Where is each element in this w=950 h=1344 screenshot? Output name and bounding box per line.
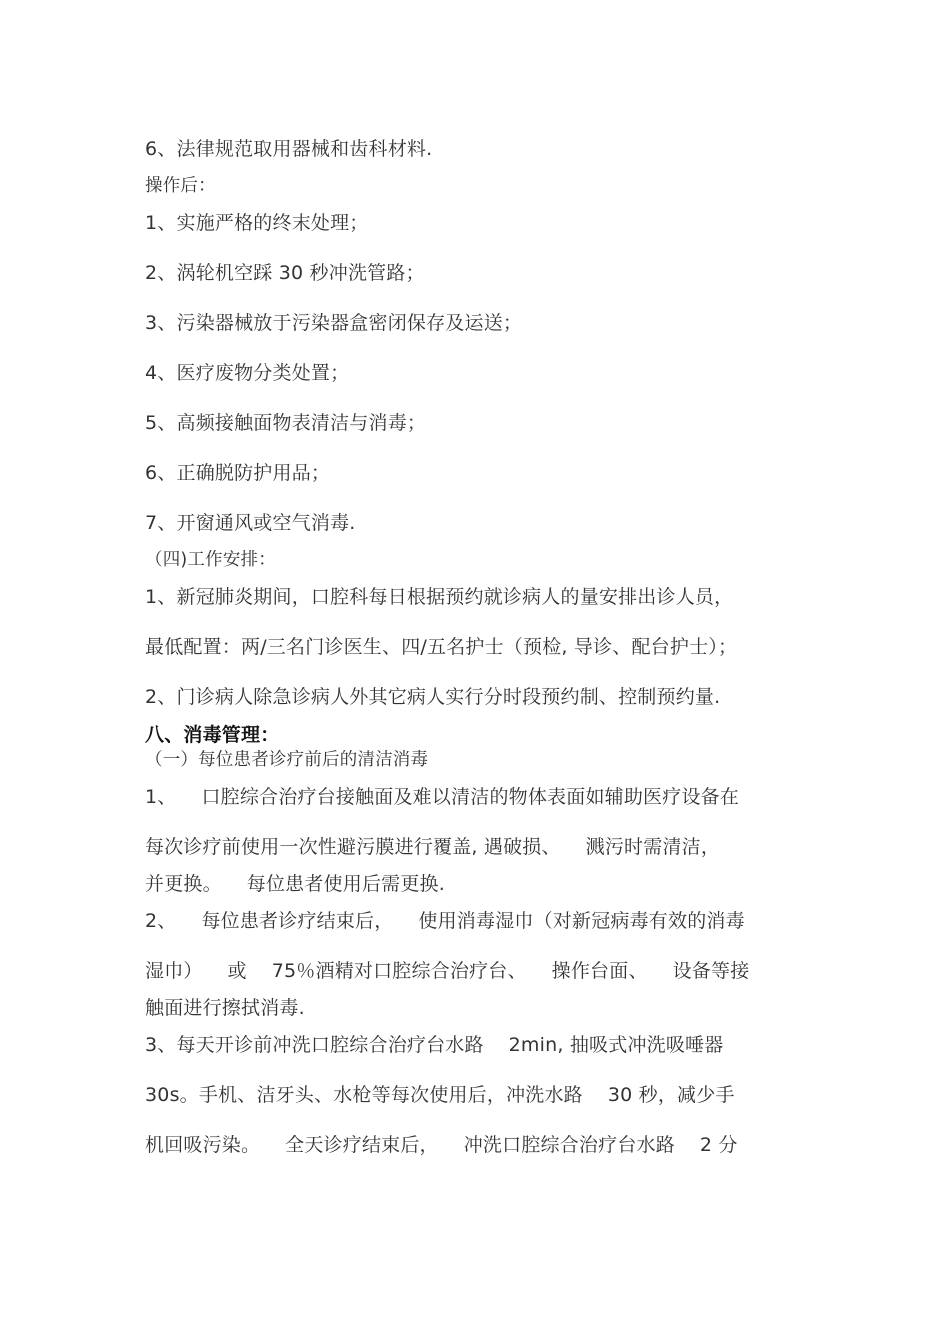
text-line: 1、 口腔综合治疗台接触面及难以清洁的物体表面如辅助医疗设备在 — [145, 786, 740, 808]
text-line: 4、医疗废物分类处置； — [145, 362, 350, 384]
text-line: 机回吸污染。 全天诊疗结束后， 冲洗口腔综合治疗台水路 2 分 — [145, 1134, 738, 1156]
text-line: 30s。手机、洁牙头、水枪等每次使用后，冲洗水路 30 秒，减少手 — [145, 1084, 735, 1106]
text-line: 5、高频接触面物表清洁与消毒； — [145, 412, 427, 434]
text-line: 湿巾） 或 75％酒精对口腔综合治疗台、 操作台面、 设备等接 — [145, 960, 750, 982]
text-line: 6、法律规范取用器械和齿科材料. — [145, 138, 433, 160]
text-line: 3、每天开诊前冲洗口腔综合治疗台水路 2min, 抽吸式冲洗吸唾器 — [145, 1034, 724, 1056]
text-line: 1、实施严格的终末处理； — [145, 212, 369, 234]
text-line: 每次诊疗前使用一次性避污膜进行覆盖, 遇破损、 溅污时需清洁， — [145, 836, 721, 858]
text-line: 2、涡轮机空踩 30 秒冲洗管路； — [145, 262, 425, 284]
text-line: 6、正确脱防护用品； — [145, 462, 331, 484]
text-line: 触面进行擦拭消毒. — [145, 997, 305, 1019]
section-heading: （四)工作安排： — [145, 550, 276, 570]
text-line: 3、污染器械放于污染器盒密闭保存及运送； — [145, 312, 523, 334]
section-heading: （一）每位患者诊疗前后的清洁消毒 — [145, 750, 429, 770]
text-line: 2、 每位患者诊疗结束后， 使用消毒湿巾（对新冠病毒有效的消毒 — [145, 910, 745, 932]
text-line: 1、新冠肺炎期间，口腔科每日根据预约就诊病人的量安排出诊人员， — [145, 586, 734, 608]
text-line: 最低配置：两/三名门诊医生、四/五名护士（预检, 导诊、配台护士）； — [145, 636, 738, 658]
text-line: 7、开窗通风或空气消毒. — [145, 512, 356, 534]
text-line: 并更换。 每位患者使用后需更换. — [145, 873, 445, 895]
text-line: 2、门诊病人除急诊病人外其它病人实行分时段预约制、控制预约量. — [145, 686, 721, 708]
text-line: 操作后： — [145, 176, 216, 196]
section-title: 八、消毒管理： — [145, 724, 280, 746]
